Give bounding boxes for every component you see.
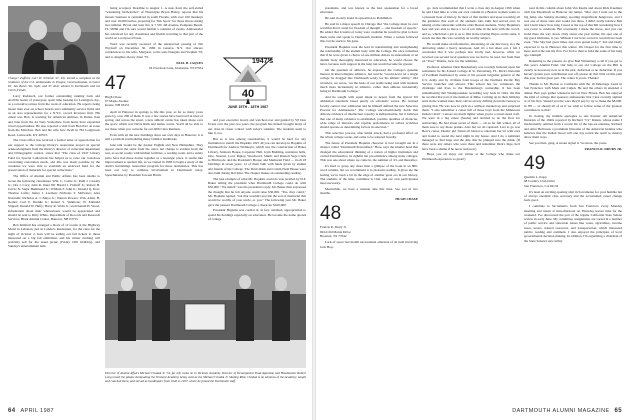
paragraph: Word was recently received of the unexpected passing of Jim Wyckoff on December 30, 1986 in Geneva, N.Y. Our sincere condolences to his wife, Margaret, to his sons Douglas and Stephen '76, and to daughter-in-law Janet '79. (105, 41, 203, 59)
class-year-number: 47 (105, 72, 127, 94)
paragraph: President Hopkins was cordial of, in fact, subdued, appropriation to spend his holdings especially on education. He became the name quoted of college (208, 208, 306, 222)
paragraph: presidents, and was known as the best spokesman for a broad education. (320, 6, 418, 15)
paragraph: Jane talk would be the dossier English and New Hampshire. They appear about the same from the outer, but change is evident from the rest, as social rooms with kitchen facilities, a reading room, and a sunny patio have had these dorms together as a nostalgic place. It seems like improvement to student life, as we visited in 1983 to begin a study of the dorm's furnishings restoration program for those dormitories. This has been our way to continue involvement in Dartmouth today. Speechmaster by President Towsen Harris (105, 142, 203, 177)
right-folio: DARTMOUTH ALUMNI MAGAZINE 65 (512, 408, 622, 414)
paragraph: He said in a major speech in Chicago that "the College must be ever watchful that it stand for freedom of thought — and freedom of speech." He added that it learns of today were available he would be glad to have them come and speak to Dartmouth students. When a ruckus followed this, but he stuck to his guns. (320, 21, 418, 44)
paragraph: This selective process, after initial attack, had a profound effect on the whole college scene, and came to be adopted broadly. (320, 131, 418, 140)
paragraph: The Class office has received a formal letter of appreciation for our support to the College library's restoration project in special acknowledgment from the library's director of collection department and bibliographic control, states that "The class of 1947 Library Fund for Special Collections has helped us to raise our conscious concerning restoration needs, and this was made possible by the condense we were able to establish an endowed fund for the preservation of materials for special collections." (8, 138, 100, 173)
paragraph: Thanks to Mr. Horton to California with the 18 Indrobage Lions in San Francisco with Mark and Cullen. He and the others in attended a dinner. Bob says gather whenever he's in New Haven. Bob has enjoyed the kind of college that sponsors ambassador that I just recently sighted or of his first. Should you the wars they'll pay by try to make the $8,000. in '88 — as should all of us if we wish to follow some of the greatest contributors to that! (524, 82, 622, 112)
group-photo-caption: Director of Alumni Affairs Michael Chodak Jr. '54, far left, looks on in Vermont Academy Director of Development Thad Apaulson and Headmaster Robert Long unveil the plaque designating the Vermont Academy being used as the Michael Chodak Jr. Skating Rink. Chodak is an alumnus of the Academy, taught and coached there, and served as headmaster from 1946 to 1957, where he joined the Dartmouth staff. (105, 371, 306, 384)
class-secretary-address: Hugh Chase 67 Maple Avenue Keene, NH 03431 (105, 94, 130, 108)
paragraph: See you then, gang. A stroke signal is "no more, the yours. (529, 140, 608, 145)
paragraph: being accepted. Deadline is August 1. A note from the self-exiled "wandering birdwatcher" of Thorndyke Bryan Batley, reports that his mosaic business is centralized in south Florida, with over 100 monkeys and over 10,000 turtles, preparing for "Ink Spots" for those shows during last summer. Bryan and Jean live at 7 SW 4th Avenue, Pompano Beach, FL 33060 and I'm sure would furnish a calendar of events. Ambassador has advanced for any classmates and friends traveling to that part of the world on a reciprocal basis. (105, 6, 203, 41)
paragraph: The future of President Hopkins character is best brought out in a chapter called "Dartmouth Personified." Here, says the smaller head that changed the educational thinking of a nation of higher institution and carried Dartmouth to its rightful but pre-eminence among sister colleges. This was one about where we came in, the summer of '43, and thereafter. (320, 141, 418, 163)
class-secretary-address: Francis R. Drury Jr. 6924 Old Monte Drive Houston, TX 77042 (320, 225, 351, 239)
group-photo (105, 240, 306, 368)
paragraph: Larry Rodstuch, our former outstanding running back and AGWhs leader of yesteryear, spent time looking for Lexington, Ky., as a recreative retiree from the work of education. He reports being busier than ever on school boards and community service firms and as an area representative for a N.Y.C. record investors firm. His oldest son, Bob, is working for American Airlines, in Dallas. Ken and Jane from the 44 Tony Stonechew from home have expanded travel opportunities. He also reported a visit from Bob Parr on route from the Mid-East. Bob and his wife now dwell in 784 Longbrook Road, Lonsworth, KY 40353. (8, 93, 100, 137)
paragraph: He would make an informative, interesting, in our discovery, in a the delivering under a heavy notebook. And it's a hot sheet out, I felt I concluded that it was perhaps less totally bad, however, when we received our second local question was we had to be read, but from then on "Your" Thanks, Jack, for the reminder. (422, 41, 520, 64)
paragraph: In closing, my humble apologies to one listener. All American historian of the 1940s reported by Richard "Cy" Rabun, whose name I inadvertently omitted from a recent list of the late-ex-attendee. Richard and Alice Holbrook a prominent historian of the American Indians who believes that the Indian blood will one day return the spirit to destroy allow them ways. (524, 113, 622, 140)
paragraph: Meanwhile, we have a reunion date this June. See you in two months. (320, 187, 418, 196)
left-folio: 64 APRIL 1987 (8, 408, 54, 414)
logo-title: 1947's (252, 58, 274, 65)
paragraph: April in Hanover in springs to life this year, as for so many years gone by, over 200 of them. It was a few stories have been told in tried of spring, and across the street, a new athletic center has taken shape over the space which was Davis Rink and tennis courts. You'll all be able to see these when you convene for our 40th Class Reunion. (105, 109, 203, 131)
signature: PAUL B. JAQUES (176, 60, 203, 65)
paragraph: It's been an exciting opening stint in Sacramento for your humble but of always obedient class secretary and the accustomed career change feels good. (524, 189, 622, 203)
paragraph: And he sought with equal intent to depart from the typical 6:0 admission standards based purely on scholastic scores. He resisted faculty control over admission and he himself defined the new Selective Process for Admissions." The College unconventionally holds that delicate evidence of intellectual capacity is indispensable, but it believes that one of many evidence is established, positive qualities of character, wide range of interests and capable performance in school activities should operate as determining factors in selection." (320, 95, 418, 130)
paragraph: It's hard to grasp any more than a glimpse of the book in an 800-word column, but we recommend it as pleasant reading. It gives me the feeling we've been a bit in the edge of another great era in our history. The students of the time, commitee is vital, and our own participation most necessary. (320, 164, 418, 186)
left-column-3 (208, 118, 306, 244)
paragraph: The best example of what Mr. Hopkins could do was recalled by D.F. Baker telling the president what Dartmouth College could do with $50,000. "We match" was the president's reply. Mr. Baker then expressed the thought that he felt anyone could raise $50,000. "Yes, they could," Mr. Hopkins replied, "but that wouldn't provide the sort of memorial that would be worthy of your uncle, or you." The following year Mr. Baker gave the pioneer Dartmouth College a check for $100,000. (208, 176, 306, 207)
signature-address: 18 Overlook Lane, Gladstone, NJ 07934 (148, 66, 203, 71)
paragraph: The Office of Alumni and Public Affairs has been unable to locate the following classmates: Wm. C. Castle Jr.; Ruth J. Cassidy Jr.; Ora J. Cory; John R. Inner 80; Harold J. Fialloff Jr.; Robert H. Jarvis; N. Sugar Hummond Jr.; William F. John Jr.; Donald Q. Kerr; Thomas Loftis; James J. Leeman; Nicholas T. McFeater; Alex Nazareth; Nicholas A. C-Mayo Jr.; Warren Powers; Wm. Allen, H. Rodier; Carl E. Ruddie Jr.; Robert S. Simmons; W. Edmund Stipped; Donald W. Hafty; Harry R. Watts Jr.; and Donald H. Wood. Information about their whereabouts would be appreciated and should be sent to Kitty White, Department of Records and Research Services, Blunt Alumni Center, Hanover, NH 03755. (8, 174, 100, 222)
paragraph: read in this column about John Van Raalte and about Dick Kuemler with Ian Macintosh as Hanover ski jumps. "Mac and I went out to the big jump one Sunday morning, sporting magnificent hangovers, and I was one of these stats and would run there. I didn't really balance him and I don't know how long I stood at the top of that hill wondering how I was twice to celebrate. But eventually I made the move, and you can stand there the way down. Only about one year earlier, his spot one of my good attributes, is yes. Without I not have scored it would have been even. "The Sky had great times and even gotten lucky!" Ted and Dolly expected to be in Hanover this winter. We Chapel for the first time to more and at the sun my first. For Ted to then to hold the some of his long ago triumph! (524, 6, 622, 58)
signature: FRANCIS R. DRURY JR. (584, 146, 622, 151)
left-page (0, 0, 312, 420)
left-column-1 (8, 6, 100, 406)
class-year-number: 48 (320, 203, 342, 225)
paragraph: Even with all the new buildings since our own days in Hanover, it is still a problem rescheduling many familiar landmarks. (105, 132, 203, 141)
paragraph: But as is true among roundstables, it would be hard for any institution to match the Hopkins 1925 40 you can develop in Hopkins of Dartmouth for Andrew Widmeyer, which saw the construction of Baker Library, Sanborn House, Carpenter Hall, Gym Building, residence halls, Gile, Streeter, Lord, Ripley, Woodward, Smith, and Russell Sage Clark to Hitchcock, and the President's House; and Memorial Field — in all 18 buildings in seven years. 12 of them built with funds given by alumni and friends of the College. The Davis Rink and Comm Field House were also built during that time. The chapter makes an outstanding reading. (208, 136, 306, 176)
paragraph: and your executive board, and watched over and guided by VP Don Evans over the past two years, the program has indeed brought many of our class in closer contact with today's students. The students seem to like it, too. (208, 118, 306, 135)
right-column-3 (524, 6, 622, 406)
right-column-1 (320, 6, 418, 406)
logo-dates: JUNE 15TH - 18TH 1987 (227, 105, 269, 109)
paragraph: Bob Kimball has arranged a block of 12 rooms at the Highway Motel in Lebanon, just in Lander's Restaurant, for the class for the night of October 2. Ken will be selling our fall tickets to those interested on a big fall exhibition, and his winter clothing will probably sell for the usual picnic (Friday 10th birthday), and Sunday's entertainment kids. (8, 222, 100, 249)
paragraph: Lack of space last month necessitated omission of an item involving Jack Hop- (320, 240, 418, 249)
paragraph: President Hopkins took the lead in transforming and strengthening the relationship of the alumni body with the College. He once remarked that if he were given a choice of one million dollars in endowment or an alumni body thoroughly interested in education, he would choose the latter, because such support in the long run would become far greater. (320, 44, 418, 67)
right-page (316, 0, 628, 420)
logo-number: 40 (241, 88, 255, 100)
portrait-caption: Charge! d'affaire Carl W. Schmidt '47, left, toured a warplane at the residence of the U.S. ambassador in Prague, Czechoslovakia, to honor Dr. Jan Bares '46, right, and 33 other alumni in Dartmouth and his Czech friends. (8, 76, 100, 93)
paragraph: He said in early stand in opposition to Prohibition. (325, 16, 393, 21)
class-year-number: 49 (524, 153, 546, 174)
portrait-photo (8, 6, 100, 74)
left-column-2 (105, 6, 203, 234)
paragraph: go. Jack recommended that I write a class day in August 1959 when he and I had time to write our own column in a Boston women wants to a pleasant hour of history. In most of that instinct and upon receiving all the guidance that each of the students fans built had served ever, in talking on the sidewalks with the elder Boston students. Vicky Hopkins's best and was able to move a lot of our time in the next with the crowd, and so, which had a job to us to find in the blazing Hayes on the same, it struck me that this was certainly an worthy subject. (422, 6, 520, 41)
paragraph: Returning to the present, do give Bud Wittenberg a call if you get to this year's Alumni Fund. Our help to our old College on the Hill is clearly as necessary now as in the past, deduction or no deduction. If you haven't gotten your contribution rest off, please do that little on this path this year. In that great part. The center is yours. Thanks! (524, 59, 622, 81)
paragraph: Professor emeritus Dick Beudenberg was recently honored upon his retirement for his Eckerd College in St. Petersburg, FL. Dick's historian of Fordham mentioned by some at his present brigadier general of the U.S. Army and by civilians from troops of the Northern Pacific Bay Service branches and abroad. This school has for volunteers the challenge and lives to the Beudenberg's ownership. It has been remembering that Winnipesaukee recruiting way back in 1944. On this he recalled that part of the memoir of Mike. Coming up in their birthday suits in the women man, their canvas slowly drifting down the runway to glaring that. He was now in girls in a sailboat sneaked up and surprised them. "I also remember a canoe full of those boys from the Minnesota Indian Cabin". Canoes are much lighter when you're a sweet-sized craft. We were in a big canoe (Sauna) and decided to do the flow for subtracting. He had about seven of them — all so far full winter, all of them sure to say those pranks. Also but we all capsized. Last to go was Bow's canoe, Dustin' girl friend all buried to entertain her lot with ours and found to spend the next night in my house. And I do a reminder managed to find Inge and the ship that he plunged into the drink. (If there were any others who were there and remember Dick's Inge, he'd have been a shame if he never surfaced.) (422, 64, 520, 151)
paragraph: On the question of athletics, he expressed the College's genuine interest in intercollegiate athletics, but said he "would never let a single college be dragged into Dartmouth solely for his athletic ability." Old wrestlers, we wrote, "on the basis of our teams being used with students much more incidentally in athletics, rather than athletes incidentally being in Dartmouth College." (320, 67, 418, 94)
class-secretary-address: Quentin L. Kopp 68 Country Club Drive San Francisco, CA 94132 (524, 175, 559, 188)
signature: HUGH CHASE (395, 197, 418, 202)
paragraph: Hope you all enjoy our winter at the College who make our Dartmouth experience so great!) (422, 152, 520, 161)
right-column-2 (422, 6, 520, 406)
paragraph: I commute to Sacramento from San Francisco every Monday morning and return at mid-afternoon on Thursday leaves time for the weekend. I've discovered the part of the regular California State Senate review in early June. My committee assignments are varied in a number of public service and statewide issues like water, agriculture, income taxes, toxics, natural resources, and transportation, which interested public, reading and comment. I also enjoyed the principles of local governmental decision making. In addition, I'm organizing a chairman of the State Senate's new utility (524, 204, 622, 243)
